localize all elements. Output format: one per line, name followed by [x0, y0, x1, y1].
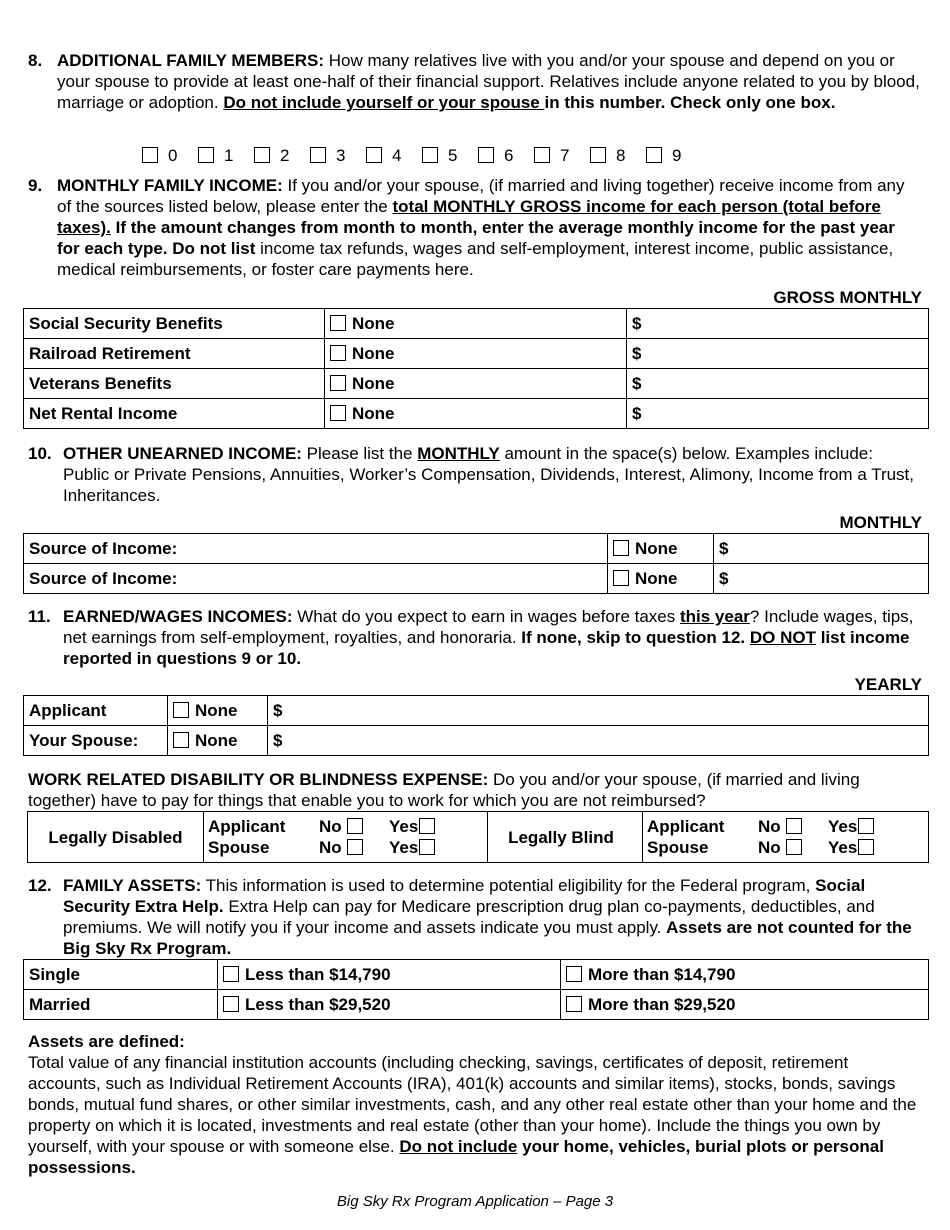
more-option[interactable]: More than $29,520 [561, 990, 929, 1020]
row-label[interactable]: Source of Income: [24, 534, 608, 564]
row-label[interactable]: Source of Income: [24, 564, 608, 594]
option-5[interactable]: 5 [422, 145, 478, 166]
question-body-end: income tax refunds, wages and self-employment, interest income, public assistance, medical reimbursements, or foster care payments here. [57, 239, 894, 279]
question-instruction: If the amount changes from month to month, enter the average monthly income for the past year for each type. Do not list [57, 218, 895, 258]
checkbox[interactable] [330, 405, 346, 421]
question-emphasis: Social Security Extra Help. [63, 876, 866, 916]
none-option[interactable]: None [608, 534, 714, 564]
checkbox[interactable] [347, 818, 363, 834]
monthly-income-table [23, 308, 929, 429]
checkbox[interactable] [478, 147, 494, 163]
none-option[interactable]: None [325, 399, 627, 429]
column-header: YEARLY [854, 675, 922, 694]
option-0[interactable]: 0 [142, 145, 198, 166]
checkbox[interactable] [422, 147, 438, 163]
checkbox[interactable] [858, 818, 874, 834]
table-row [24, 726, 929, 756]
amount-field[interactable]: $ [627, 309, 929, 339]
checkbox[interactable] [613, 540, 629, 556]
question-body-end: amount in the space(s) below. Examples include: Public or Private Pensions, Annuities, Worker’s Compensation, Dividends, Interest, Alimony, Income from a Trust, Inheritances. [63, 444, 915, 505]
checkbox[interactable] [330, 375, 346, 391]
more-option[interactable]: More than $14,790 [561, 960, 929, 990]
question-text [63, 875, 922, 959]
amount-field[interactable]: $ [268, 726, 929, 756]
question-number: 8. [28, 51, 43, 70]
question-emphasis: Do not include yourself or your spouse [223, 93, 545, 112]
row-label: Veterans Benefits [24, 369, 325, 399]
option-9[interactable]: 9 [646, 145, 702, 166]
question-instruction: If none, skip to question 12. [521, 628, 750, 647]
question-title: WORK RELATED DISABILITY OR BLINDNESS EXPENSE: [28, 770, 489, 789]
checkbox[interactable] [330, 345, 346, 361]
question-8 [28, 50, 922, 113]
question-body: How many relatives live with you and/or your spouse and depend on you or your spouse to provide at least one-half of their financial support. Relatives include anyone related to you by blood, marriage or adoption. [57, 51, 920, 112]
checkbox[interactable] [419, 818, 435, 834]
checkbox[interactable] [347, 839, 363, 855]
none-option[interactable]: None [168, 696, 268, 726]
disabled-answers: Applicant No Yes Spouse No Yes [204, 812, 488, 862]
row-label: Net Rental Income [24, 399, 325, 429]
question-body: If you and/or your spouse, (if married and living together) receive income from any of the sources listed below, please enter the [57, 176, 905, 216]
checkbox[interactable] [173, 702, 189, 718]
question-text [63, 606, 922, 669]
question-text [63, 443, 922, 506]
amount-field[interactable]: $ [714, 534, 929, 564]
work-disability-question [28, 769, 922, 811]
option-2[interactable]: 2 [254, 145, 310, 166]
row-label: Married [24, 990, 218, 1020]
checkbox[interactable] [173, 732, 189, 748]
checkbox[interactable] [534, 147, 550, 163]
amount-field[interactable]: $ [714, 564, 929, 594]
table-row [24, 369, 929, 399]
checkbox[interactable] [590, 147, 606, 163]
assets-emphasis: Do not include [399, 1137, 518, 1156]
table-row [24, 990, 929, 1020]
question-body: What do you expect to earn in wages before taxes [292, 607, 680, 626]
assets-definition [28, 1031, 922, 1178]
checkbox[interactable] [254, 147, 270, 163]
question-body: Please list the [301, 444, 418, 463]
table-row [24, 534, 929, 564]
question-number: 9. [28, 176, 43, 195]
family-members-options [142, 145, 702, 166]
earned-income-table [23, 695, 929, 756]
row-label: Railroad Retirement [24, 339, 325, 369]
legally-disabled-label: Legally Disabled [28, 812, 204, 862]
question-9 [28, 175, 922, 280]
checkbox[interactable] [310, 147, 326, 163]
question-12 [28, 875, 922, 959]
column-header: GROSS MONTHLY [773, 288, 922, 307]
checkbox[interactable] [223, 996, 239, 1012]
none-option[interactable]: None [325, 369, 627, 399]
question-text [57, 175, 922, 280]
question-11 [28, 606, 922, 669]
row-label: Your Spouse: [24, 726, 168, 756]
less-option[interactable]: Less than $29,520 [218, 990, 561, 1020]
checkbox[interactable] [330, 315, 346, 331]
disability-table [27, 811, 929, 863]
question-instruction: Assets are not counted for the Big Sky Rx Program. [63, 918, 912, 958]
less-option[interactable]: Less than $14,790 [218, 960, 561, 990]
checkbox[interactable] [198, 147, 214, 163]
checkbox[interactable] [366, 147, 382, 163]
page-footer: Big Sky Rx Program Application – Page 3 [336, 1193, 614, 1210]
question-body: This information is used to determine potential eligibility for the Federal program, [201, 876, 816, 895]
option-3[interactable]: 3 [310, 145, 366, 166]
question-emphasis: MONTHLY [417, 444, 500, 463]
checkbox[interactable] [858, 839, 874, 855]
option-4[interactable]: 4 [366, 145, 422, 166]
option-8[interactable]: 8 [590, 145, 646, 166]
none-option[interactable]: None [168, 726, 268, 756]
question-instruction: in this number. Check only one box. [544, 93, 836, 112]
option-7[interactable]: 7 [534, 145, 590, 166]
question-title: FAMILY ASSETS: [63, 876, 202, 895]
question-10 [28, 443, 922, 506]
question-body-middle: ? Include wages, tips, net earnings from self-employment, royalties, and honoraria. [63, 607, 914, 647]
question-emphasis: total MONTHLY GROSS income for each person (total before taxes). [57, 197, 881, 237]
assets-text: Total value of any financial institution accounts (including checking, savings, certificates of deposit, retirement accounts, such as Individual Retirement Accounts (IRA), 401(k) accounts and similar items), stocks, bonds, savings bonds, mutual fund shares, or other similar investments, cash, and any other real estate other than your home and the property on which it is located, investments and real estate (other than your home). Include the things you own by yourself, with your spouse or with someone else. Do not include your home, vehicles, burial plots or personal possessions. [28, 1053, 917, 1177]
option-6[interactable]: 6 [478, 145, 534, 166]
amount-field[interactable]: $ [268, 696, 929, 726]
amount-field[interactable]: $ [627, 399, 929, 429]
column-header: MONTHLY [839, 513, 922, 532]
question-emphasis-2: DO NOT [749, 628, 816, 647]
table-row [24, 399, 929, 429]
none-option[interactable]: None [325, 309, 627, 339]
legally-blind-label: Legally Blind [480, 812, 643, 862]
amount-field[interactable]: $ [627, 339, 929, 369]
question-instruction-2: list income reported in questions 9 or 10. [63, 628, 910, 668]
checkbox[interactable] [142, 147, 158, 163]
checkbox[interactable] [786, 818, 802, 834]
question-title: MONTHLY FAMILY INCOME: [57, 176, 283, 195]
checkbox[interactable] [419, 839, 435, 855]
amount-field[interactable]: $ [627, 369, 929, 399]
table-row [24, 564, 929, 594]
question-body-middle: Extra Help can pay for Medicare prescription drug plan co-payments, deductibles, and premiums. We will notify you if your income and assets indicate you must apply. [63, 897, 875, 937]
question-title: OTHER UNEARNED INCOME: [63, 444, 302, 463]
question-number: 11. [28, 607, 51, 626]
table-row [24, 696, 929, 726]
family-assets-table [23, 959, 929, 1020]
unearned-income-table [23, 533, 929, 594]
table-row [24, 309, 929, 339]
blind-answers: Applicant No Yes Spouse No Yes [643, 812, 936, 862]
question-body: Do you and/or your spouse, (if married and living together) have to pay for things that enable you to work for which you are not reimbursed? [28, 770, 860, 810]
assets-instruction: your home, vehicles, burial plots or personal possessions. [28, 1137, 884, 1177]
checkbox[interactable] [613, 570, 629, 586]
none-option[interactable]: None [608, 564, 714, 594]
question-title: ADDITIONAL FAMILY MEMBERS: [57, 51, 324, 70]
table-row [24, 339, 929, 369]
checkbox[interactable] [646, 147, 662, 163]
assets-heading: Assets are defined: [28, 1032, 185, 1051]
row-label: Applicant [24, 696, 168, 726]
checkbox[interactable] [223, 966, 239, 982]
question-title: EARNED/WAGES INCOMES: [63, 607, 293, 626]
question-number: 12. [28, 876, 52, 895]
checkbox[interactable] [566, 966, 582, 982]
checkbox[interactable] [786, 839, 802, 855]
question-number: 10. [28, 444, 52, 463]
option-1[interactable]: 1 [198, 145, 254, 166]
question-emphasis: this year [679, 607, 750, 626]
table-row [24, 960, 929, 990]
row-label: Single [24, 960, 218, 990]
checkbox[interactable] [566, 996, 582, 1012]
question-text [57, 50, 922, 113]
row-label: Social Security Benefits [24, 309, 325, 339]
none-option[interactable]: None [325, 339, 627, 369]
